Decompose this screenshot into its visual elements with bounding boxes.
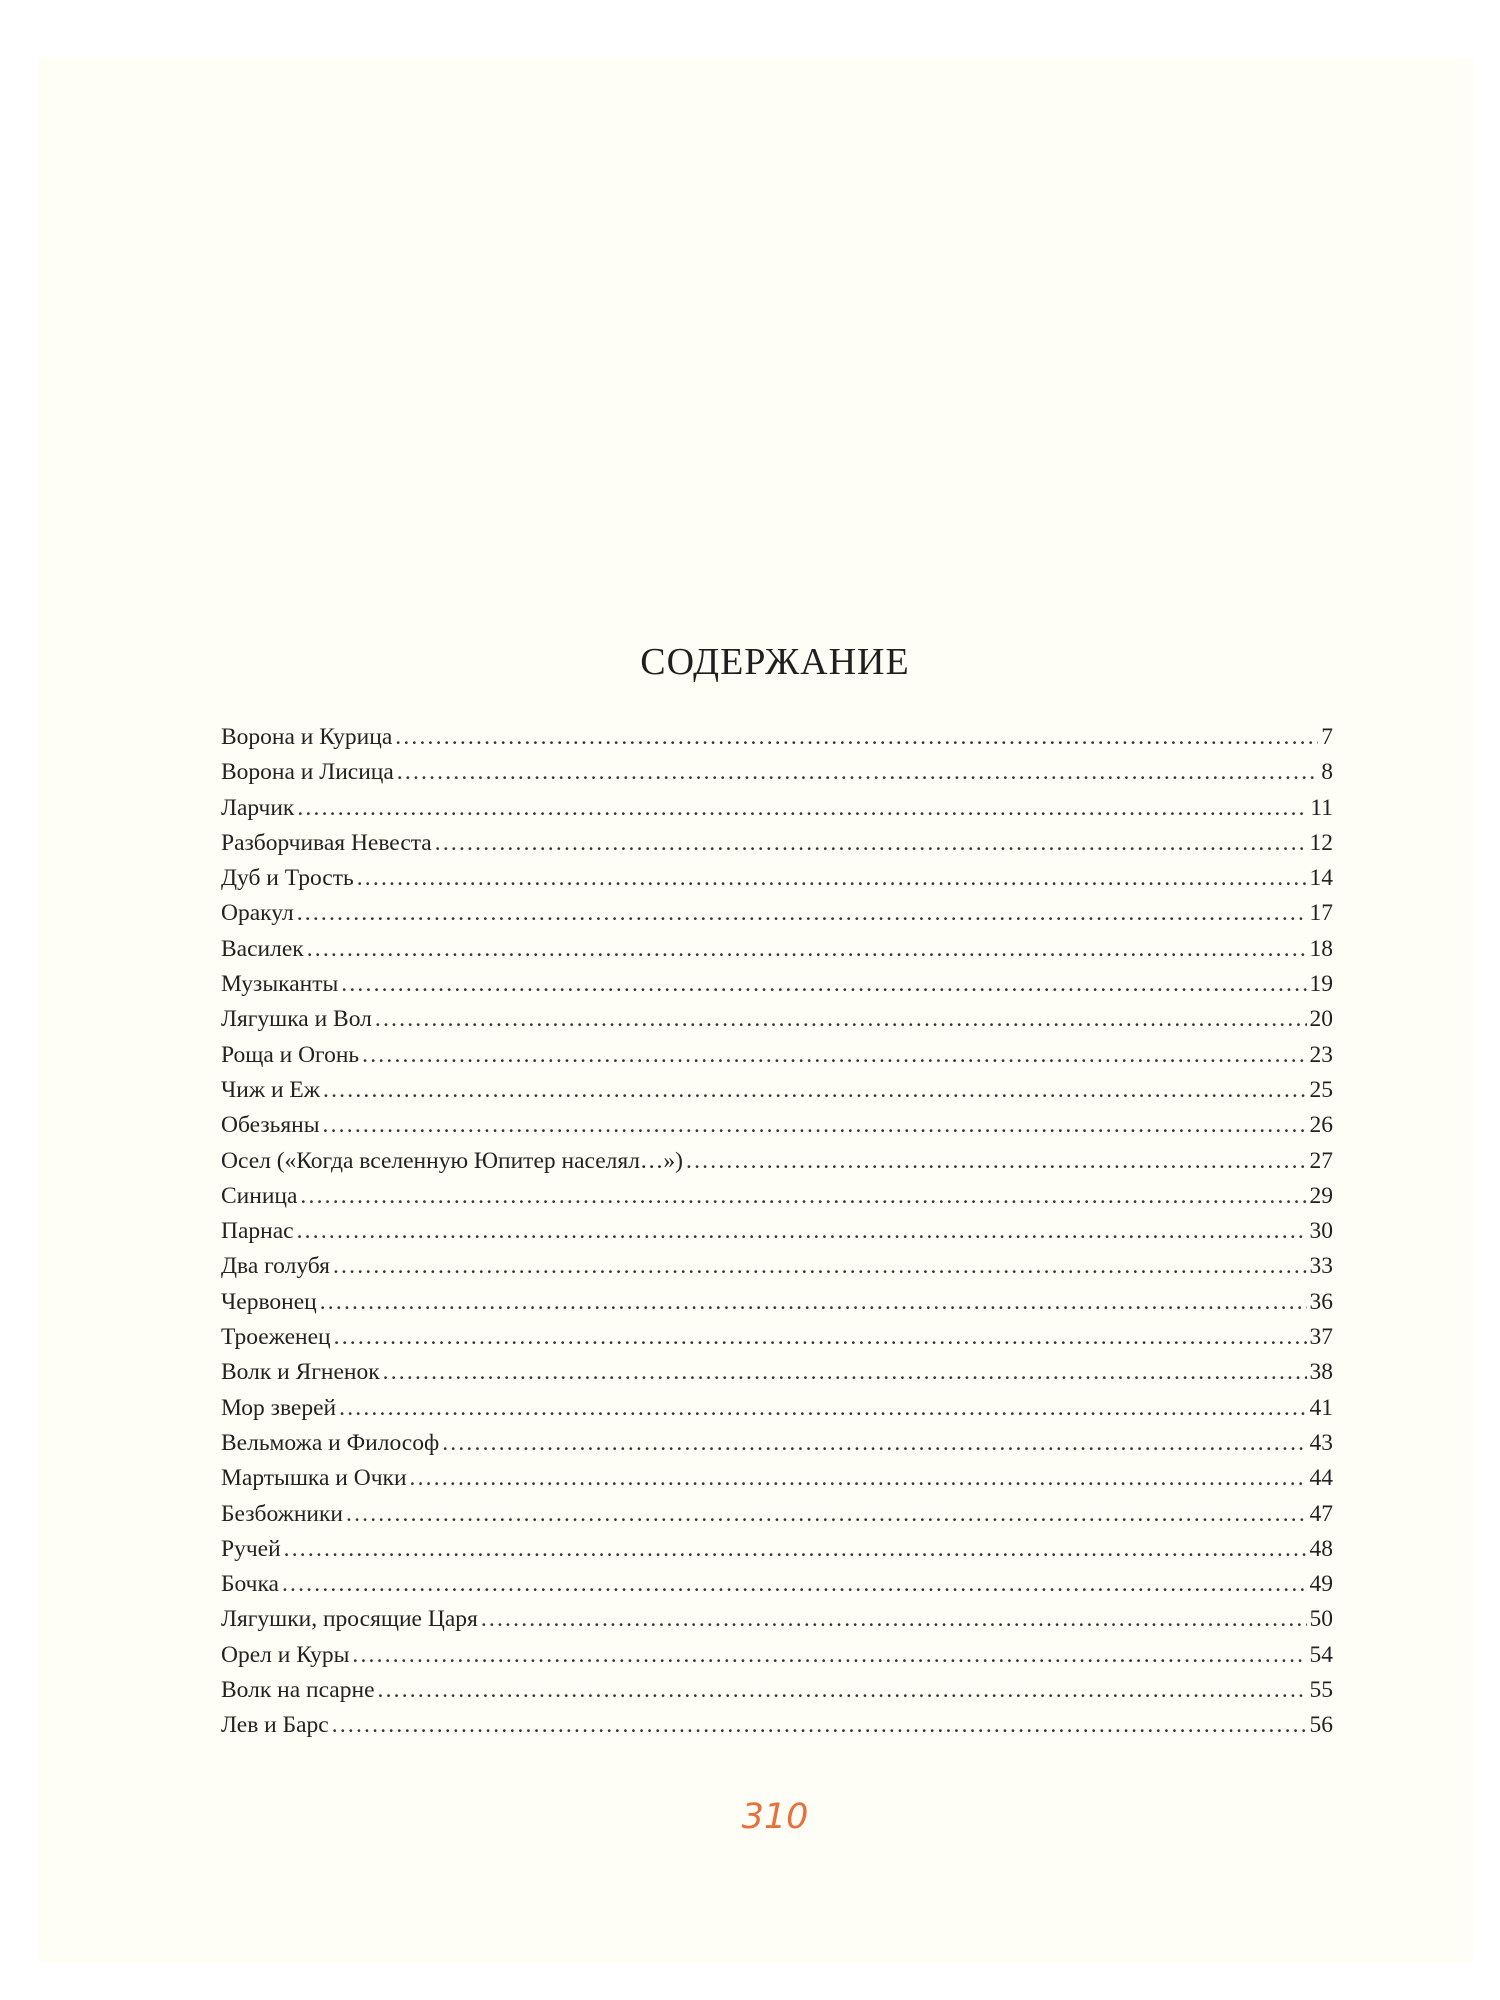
toc-entry-page: 25	[1309, 1076, 1333, 1103]
toc-entry-page: 50	[1309, 1606, 1333, 1633]
toc-entry	[221, 1077, 1333, 1112]
toc-entry-title: Роща и Огонь	[221, 1041, 360, 1068]
toc-entry-title: Музыканты	[221, 971, 339, 998]
toc-entry-title: Волк на псарне	[221, 1677, 375, 1704]
toc-entry	[221, 1536, 1333, 1571]
dot-leader	[339, 1395, 1306, 1422]
toc-entry	[221, 830, 1333, 865]
toc-entry	[221, 900, 1333, 935]
toc-entry-title: Оракул	[221, 900, 294, 927]
toc-entry-page: 20	[1309, 1006, 1333, 1033]
table-of-contents	[221, 724, 1333, 1748]
toc-entry	[221, 1430, 1333, 1465]
toc-entry-page: 7	[1321, 724, 1333, 750]
toc-entry	[221, 1324, 1333, 1359]
toc-entry	[221, 1677, 1333, 1712]
toc-entry-title: Мор зверей	[221, 1394, 337, 1421]
dot-leader	[284, 1536, 1307, 1563]
dot-leader	[378, 1677, 1307, 1704]
toc-entry-title: Василек	[221, 935, 304, 962]
toc-entry-page: 33	[1309, 1253, 1333, 1280]
toc-entry-title: Лев и Барс	[221, 1712, 329, 1739]
dot-leader	[341, 971, 1306, 998]
toc-entry-page: 8	[1321, 759, 1333, 786]
toc-entry-page: 19	[1309, 971, 1333, 998]
toc-entry	[221, 1712, 1333, 1747]
toc-entry-page: 48	[1309, 1535, 1333, 1562]
dot-leader	[357, 865, 1307, 892]
toc-entry-page: 56	[1309, 1712, 1333, 1739]
toc-entry-title: Червонец	[221, 1288, 317, 1315]
dot-leader	[481, 1606, 1307, 1633]
toc-entry	[221, 1042, 1333, 1077]
dot-leader	[346, 1501, 1307, 1528]
toc-entry-page: 43	[1309, 1429, 1333, 1456]
toc-entry-title: Чиж и Еж	[221, 1076, 321, 1103]
toc-entry-page: 30	[1309, 1218, 1333, 1245]
page-number: 310	[741, 1797, 809, 1837]
toc-entry-page: 41	[1309, 1394, 1333, 1421]
toc-entry	[221, 1465, 1333, 1500]
toc-entry-page: 23	[1309, 1041, 1333, 1068]
toc-entry	[221, 1183, 1333, 1218]
toc-entry-page: 12	[1309, 829, 1333, 856]
toc-entry	[221, 724, 1333, 759]
toc-entry-page: 29	[1309, 1182, 1333, 1209]
toc-entry-page: 55	[1309, 1677, 1333, 1704]
dot-leader	[442, 1430, 1306, 1457]
toc-entry	[221, 1606, 1333, 1641]
toc-entry-page: 54	[1309, 1641, 1333, 1668]
dot-leader	[307, 936, 1307, 963]
toc-entry-title: Ларчик	[221, 794, 295, 821]
toc-entry-page: 37	[1309, 1324, 1333, 1351]
dot-leader	[297, 795, 1307, 822]
toc-entry-title: Троеженец	[221, 1324, 331, 1351]
toc-entry	[221, 1218, 1333, 1253]
dot-leader	[300, 1183, 1306, 1210]
dot-leader	[435, 830, 1307, 857]
toc-entry-title: Безбожники	[221, 1500, 343, 1527]
toc-entry	[221, 1006, 1333, 1041]
toc-entry-page: 38	[1309, 1359, 1333, 1386]
toc-entry-title: Лягушка и Вол	[221, 1006, 372, 1033]
dot-leader	[297, 900, 1307, 927]
toc-entry-page: 47	[1309, 1500, 1333, 1527]
toc-entry-page: 26	[1309, 1112, 1333, 1139]
toc-entry-title: Вельможа и Философ	[221, 1429, 440, 1456]
toc-entry	[221, 1571, 1333, 1606]
dot-leader	[383, 1359, 1307, 1386]
toc-entry-title: Осел («Когда вселенную Юпитер населял…»)	[221, 1147, 684, 1174]
toc-entry	[221, 1112, 1333, 1147]
dot-leader	[323, 1077, 1306, 1104]
toc-entry	[221, 971, 1333, 1006]
toc-entry	[221, 1501, 1333, 1536]
toc-entry-page: 11	[1310, 794, 1333, 821]
dot-leader	[686, 1148, 1306, 1175]
toc-entry	[221, 936, 1333, 971]
toc-entry-title: Дуб и Трость	[221, 865, 354, 892]
toc-entry-title: Бочка	[221, 1571, 279, 1598]
toc-entry-page: 36	[1309, 1288, 1333, 1315]
toc-entry-title: Орел и Куры	[221, 1641, 350, 1668]
toc-entry-title: Ворона и Лисица	[221, 759, 394, 786]
dot-leader	[362, 1042, 1306, 1069]
toc-entry-page: 14	[1309, 865, 1333, 892]
dot-leader	[334, 1324, 1307, 1351]
dot-leader	[333, 1253, 1307, 1280]
dot-leader	[352, 1642, 1306, 1669]
toc-entry-title: Синица	[221, 1182, 298, 1209]
dot-leader	[395, 724, 1318, 751]
toc-entry-title: Парнас	[221, 1218, 294, 1245]
toc-entry-title: Разборчивая Невеста	[221, 829, 432, 856]
page-title: СОДЕРЖАНИЕ	[640, 641, 910, 683]
toc-entry	[221, 1253, 1333, 1288]
toc-entry-title: Лягушки, просящие Царя	[221, 1606, 478, 1633]
toc-entry	[221, 1395, 1333, 1430]
dot-leader	[320, 1289, 1307, 1316]
toc-entry-page: 49	[1309, 1571, 1333, 1598]
toc-entry	[221, 865, 1333, 900]
toc-entry-title: Волк и Ягненок	[221, 1359, 380, 1386]
toc-entry-title: Обезьяны	[221, 1112, 320, 1139]
dot-leader	[410, 1465, 1307, 1492]
toc-entry	[221, 795, 1333, 830]
toc-entry-title: Два голубя	[221, 1253, 330, 1280]
dot-leader	[282, 1571, 1307, 1598]
toc-entry-title: Мартышка и Очки	[221, 1465, 407, 1492]
toc-entry	[221, 1359, 1333, 1394]
dot-leader	[332, 1712, 1307, 1739]
toc-entry-page: 18	[1309, 935, 1333, 962]
toc-entry	[221, 759, 1333, 794]
dot-leader	[375, 1006, 1307, 1033]
toc-entry-page: 27	[1309, 1147, 1333, 1174]
toc-entry	[221, 1642, 1333, 1677]
dot-leader	[297, 1218, 1307, 1245]
toc-entry-title: Ворона и Курица	[221, 724, 393, 750]
dot-leader	[323, 1112, 1307, 1139]
toc-entry-title: Ручей	[221, 1535, 281, 1562]
toc-entry	[221, 1148, 1333, 1183]
toc-entry	[221, 1289, 1333, 1324]
toc-entry-page: 44	[1309, 1465, 1333, 1492]
toc-entry-page: 17	[1309, 900, 1333, 927]
dot-leader	[397, 759, 1318, 786]
